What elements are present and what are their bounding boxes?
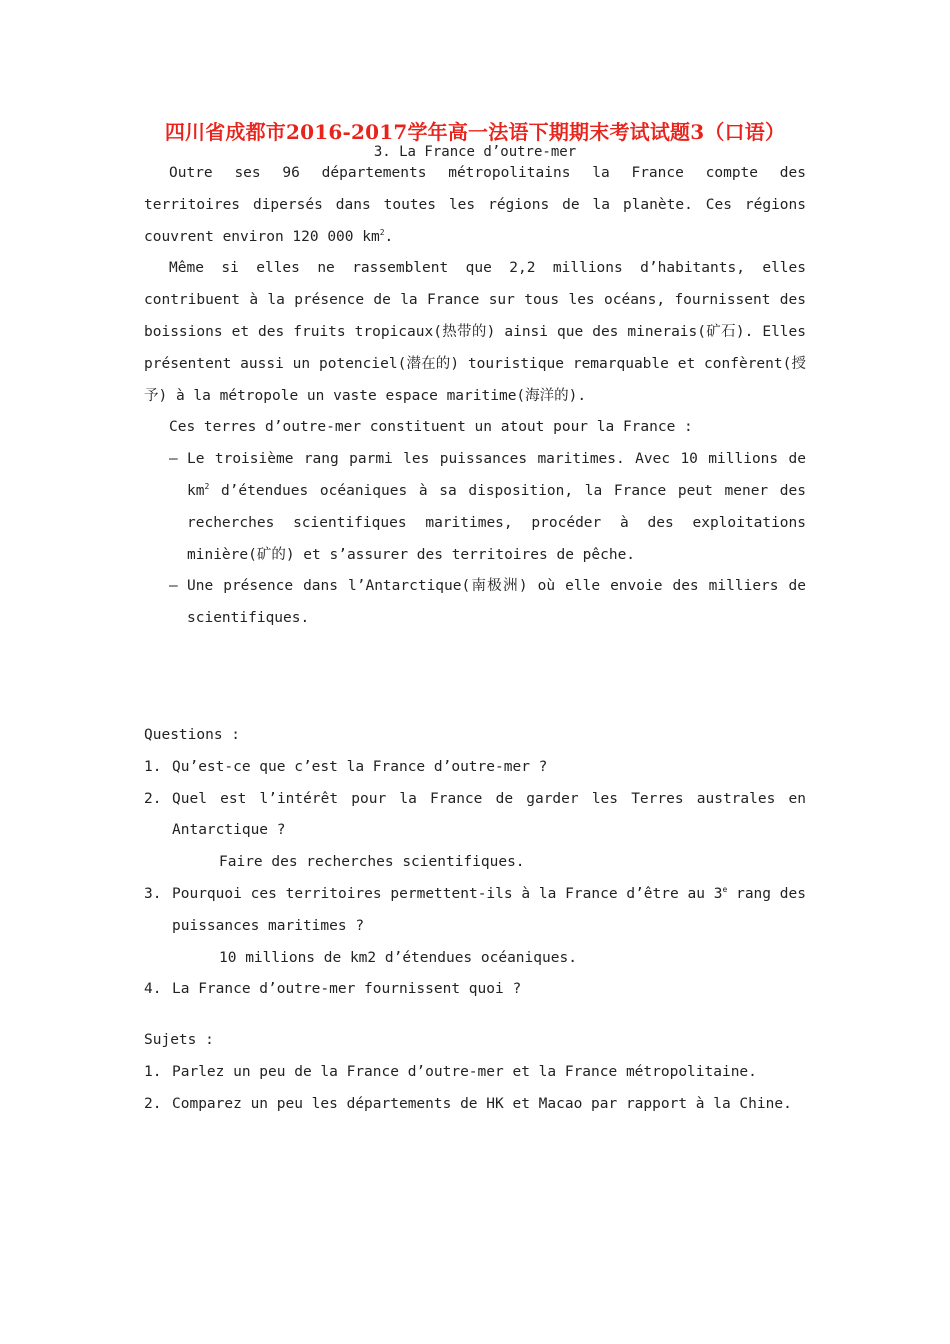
question-number: 3. (144, 885, 162, 902)
question-number: 1. (144, 758, 162, 775)
subjects-section (144, 1025, 806, 1120)
document-title: 四川省成都市2016-2017学年高一法语下期期末考试试题3（口语） (164, 120, 786, 144)
bullet-item-2 (144, 571, 806, 635)
subject-2 (144, 1089, 806, 1121)
subject-2-text: Comparez un peu les départements de HK et Macao par rapport à la Chine. (172, 1095, 792, 1112)
bullet-item-1 (144, 444, 806, 571)
question-3 (144, 879, 806, 943)
question-3-text: Pourquoi ces territoires permettent-ils à la France d’être au 3 (172, 885, 723, 902)
subjects-heading: Sujets : (144, 1032, 214, 1048)
subject-1 (144, 1057, 806, 1089)
bullet-1-rest: d’étendues océaniques à sa disposition, la France peut mener des recherches scientifiques maritimes, procéder à des exploitations minière(矿的) et s’assurer des territoires de pêche. (187, 482, 806, 563)
question-2-text: Quel est l’intérêt pour la France de garder les Terres australes en Antarctique ? (172, 790, 806, 839)
superscript-2: 2 (379, 227, 385, 237)
reading-passage (144, 158, 806, 635)
question-4-text: La France d’outre-mer fournissent quoi ? (172, 981, 522, 998)
questions-heading: Questions : (144, 727, 241, 743)
paragraph-2: Même si elles ne rassemblent que 2,2 millions d’habitants, elles contribuent à la présence de la France sur tous les océans, fournissent des boissions et des fruits tropicaux(热带的) ainsi que des minerais(矿石). Elles présentent aussi un potenciel(潜在的) touristique remarquable et confèrent(授予) à la métropole un vaste espace maritime(海洋的). (144, 260, 806, 404)
superscript-e: e (722, 884, 728, 894)
paragraph-1-text: Outre ses 96 départements métropolitains la France compte des territoires dipersés dans toutes les régions de la planète. Ces régions couvrent environ 120 000 km (144, 165, 806, 245)
answer-3: 10 millions de km2 d’étendues océaniques. (219, 949, 577, 966)
question-number: 4. (144, 981, 162, 998)
superscript-2: 2 (204, 481, 210, 491)
questions-section (144, 720, 806, 1006)
paragraph-3: Ces terres d’outre-mer constituent un atout pour la France : (169, 419, 693, 436)
paragraph-1-end: . (384, 228, 394, 245)
bullet-2-text: Une présence dans l’Antarctique(南极洲) où elle envoie des milliers de scientifiques. (187, 578, 806, 627)
question-1 (144, 752, 806, 784)
question-4 (144, 974, 806, 1006)
dash-marker: – (169, 451, 178, 468)
subject-1-text: Parlez un peu de la France d’outre-mer et la France métropolitaine. (172, 1063, 757, 1080)
dash-marker: – (169, 578, 178, 595)
bullet-1-text: Le troisième rang parmi les puissances maritimes. Avec 10 millions de km (187, 451, 806, 499)
question-2 (144, 784, 806, 848)
section-title: 3. La France d’outre-mer (373, 144, 577, 160)
question-1-text: Qu’est-ce que c’est la France d’outre-mer ? (172, 758, 548, 775)
question-3-rest: rang des puissances maritimes ? (172, 885, 806, 934)
answer-2: Faire des recherches scientifiques. (219, 854, 525, 871)
question-number: 2. (144, 790, 162, 807)
paragraph-1 (144, 158, 806, 253)
subject-number: 2. (144, 1095, 162, 1112)
subject-number: 1. (144, 1063, 162, 1080)
